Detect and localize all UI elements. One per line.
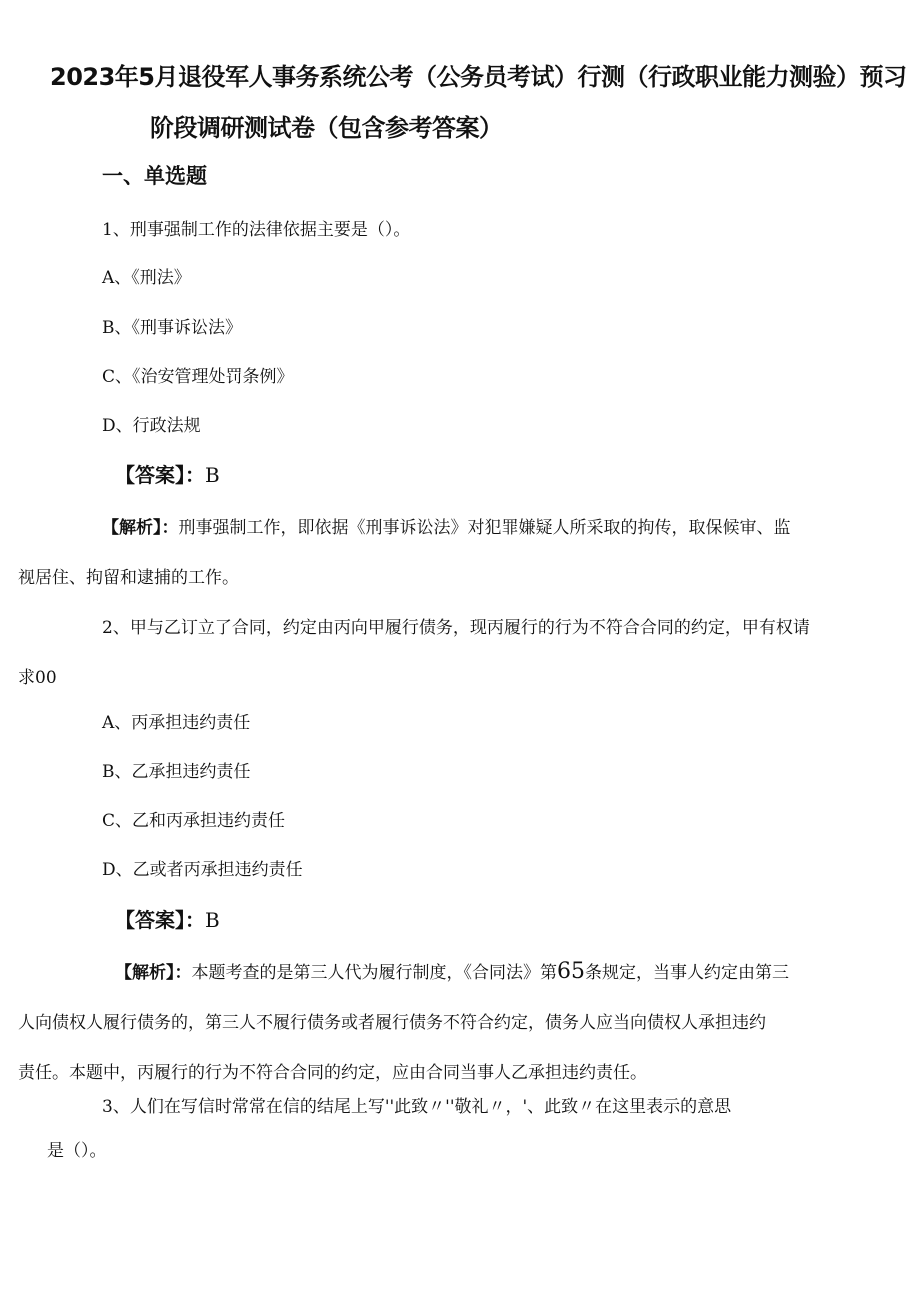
analysis-label: 【解析】：	[115, 963, 192, 983]
question-1-stem: 1、刑事强制工作的法律依据主要是（）。	[102, 220, 411, 240]
answer-value: B	[205, 463, 220, 487]
question-1-option-c: C、《治安管理处罚条例》	[102, 367, 294, 387]
answer-label: 【答案】：	[115, 908, 205, 932]
answer-value: B	[205, 908, 220, 932]
question-2-stem-line1: 2、甲与乙订立了合同，约定由丙向甲履行债务，现丙履行的行为不符合合同的约定，甲有权请	[102, 618, 810, 638]
answer-label: 【答案】：	[115, 463, 205, 487]
analysis-text-line3: 责任。本题中，丙履行的行为不符合合同的约定，应由合同当事人乙承担违约责任。	[18, 1063, 647, 1083]
question-2-analysis	[18, 947, 875, 1098]
question-1-option-d: D、行政法规	[102, 416, 201, 436]
question-1-option-b: B、《刑事诉讼法》	[102, 318, 242, 338]
question-3-stem	[47, 1085, 872, 1173]
section-heading: 一、单选题	[102, 164, 207, 188]
question-1-analysis	[18, 503, 872, 603]
question-2-option-c: C、乙和丙承担违约责任	[102, 811, 286, 831]
document-title-line1: 2023年5月退役军人事务系统公考（公务员考试）行测（行政职业能力测验）预习	[50, 63, 907, 91]
question-3-stem-line1: 3、人们在写信时常常在信的结尾上写''此致〃''敬礼〃，'、此致〃在这里表示的意思	[102, 1097, 732, 1117]
question-2-stem	[18, 603, 872, 703]
analysis-label: 【解析】：	[102, 518, 179, 538]
question-1-option-a: A、《刑法》	[102, 268, 191, 288]
question-2-stem-line2: 求00	[18, 668, 57, 688]
analysis-text-line2: 视居住、拘留和逮捕的工作。	[18, 568, 239, 588]
question-1-answer	[115, 459, 220, 488]
analysis-text-line1a: 本题考查的是第三人代为履行制度，《合同法》第	[191, 963, 557, 983]
analysis-text-line2: 人向债权人履行债务的，第三人不履行债务或者履行债务不符合约定，债务人应当向债权人承担违约	[18, 1013, 766, 1033]
question-2-option-d: D、乙或者丙承担违约责任	[102, 860, 303, 880]
question-2-answer	[115, 904, 220, 933]
document-title-line2: 阶段调研测试卷（包含参考答案）	[150, 114, 503, 142]
question-3-stem-line2: 是（）。	[47, 1141, 107, 1161]
analysis-text-line1b: 条规定，当事人约定由第三	[585, 963, 789, 983]
article-number: 65	[557, 959, 585, 984]
analysis-text-line1: 刑事强制工作，即依据《刑事诉讼法》对犯罪嫌疑人所采取的拘传，取保候审、监	[178, 518, 791, 538]
question-2-option-b: B、乙承担违约责任	[102, 762, 251, 782]
question-2-option-a: A、丙承担违约责任	[102, 713, 251, 733]
